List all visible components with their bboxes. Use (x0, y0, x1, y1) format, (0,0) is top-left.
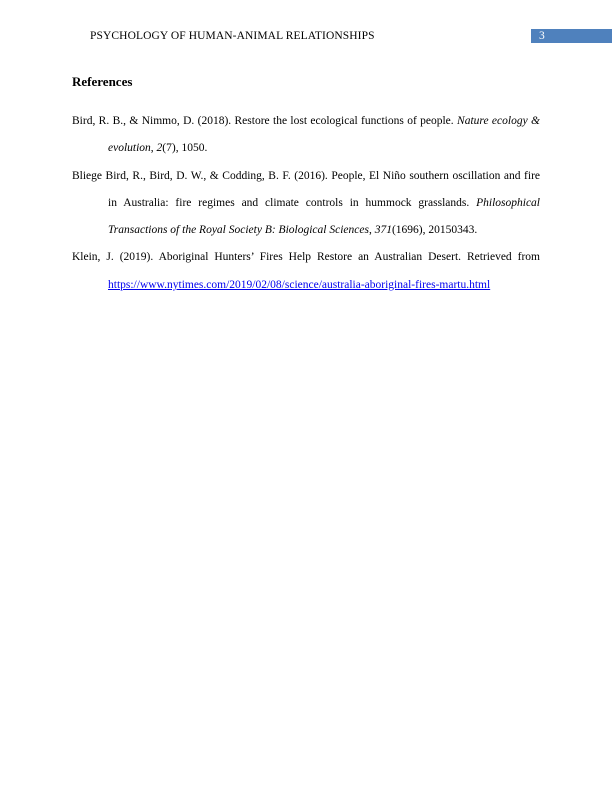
reference-issue-pages: (7), 1050. (162, 142, 208, 155)
reference-volume: 2 (156, 142, 163, 155)
reference-text: Klein, J. (2019). Aboriginal Hunters’ Fires Help Restore an Australian Desert. Retrieved from (72, 251, 540, 264)
reference-text: Bliege Bird, R., Bird, D. W., & Codding, B. F. (2016). People, El Niño southern oscillation and fire in Australia: fire regimes and climate controls in hummock grasslands. (72, 169, 540, 209)
page-number: 3 (539, 30, 545, 42)
reference-list (72, 108, 540, 299)
page-number-box (531, 29, 612, 43)
reference-journal: Nature ecology & evolution (108, 115, 540, 155)
reference-url-link[interactable]: https://www.nytimes.com/2019/02/08/science/australia-aboriginal-fires-martu.html (108, 278, 491, 291)
reference-separator: , (368, 224, 375, 237)
references-heading: References (72, 74, 133, 89)
reference-text: Bird, R. B., & Nimmo, D. (2018). Restore the lost ecological functions of people. (72, 115, 458, 127)
reference-separator: , (150, 142, 157, 155)
reference-journal: Philosophical Transactions of the Royal Society B: Biological Sciences (108, 196, 540, 237)
reference-item (72, 163, 540, 245)
reference-volume: 371 (374, 224, 392, 237)
reference-issue-pages: (1696), 20150343. (391, 224, 478, 237)
reference-item (72, 244, 540, 299)
running-head: PSYCHOLOGY OF HUMAN-ANIMAL RELATIONSHIPS (90, 30, 375, 42)
reference-item (72, 108, 540, 163)
